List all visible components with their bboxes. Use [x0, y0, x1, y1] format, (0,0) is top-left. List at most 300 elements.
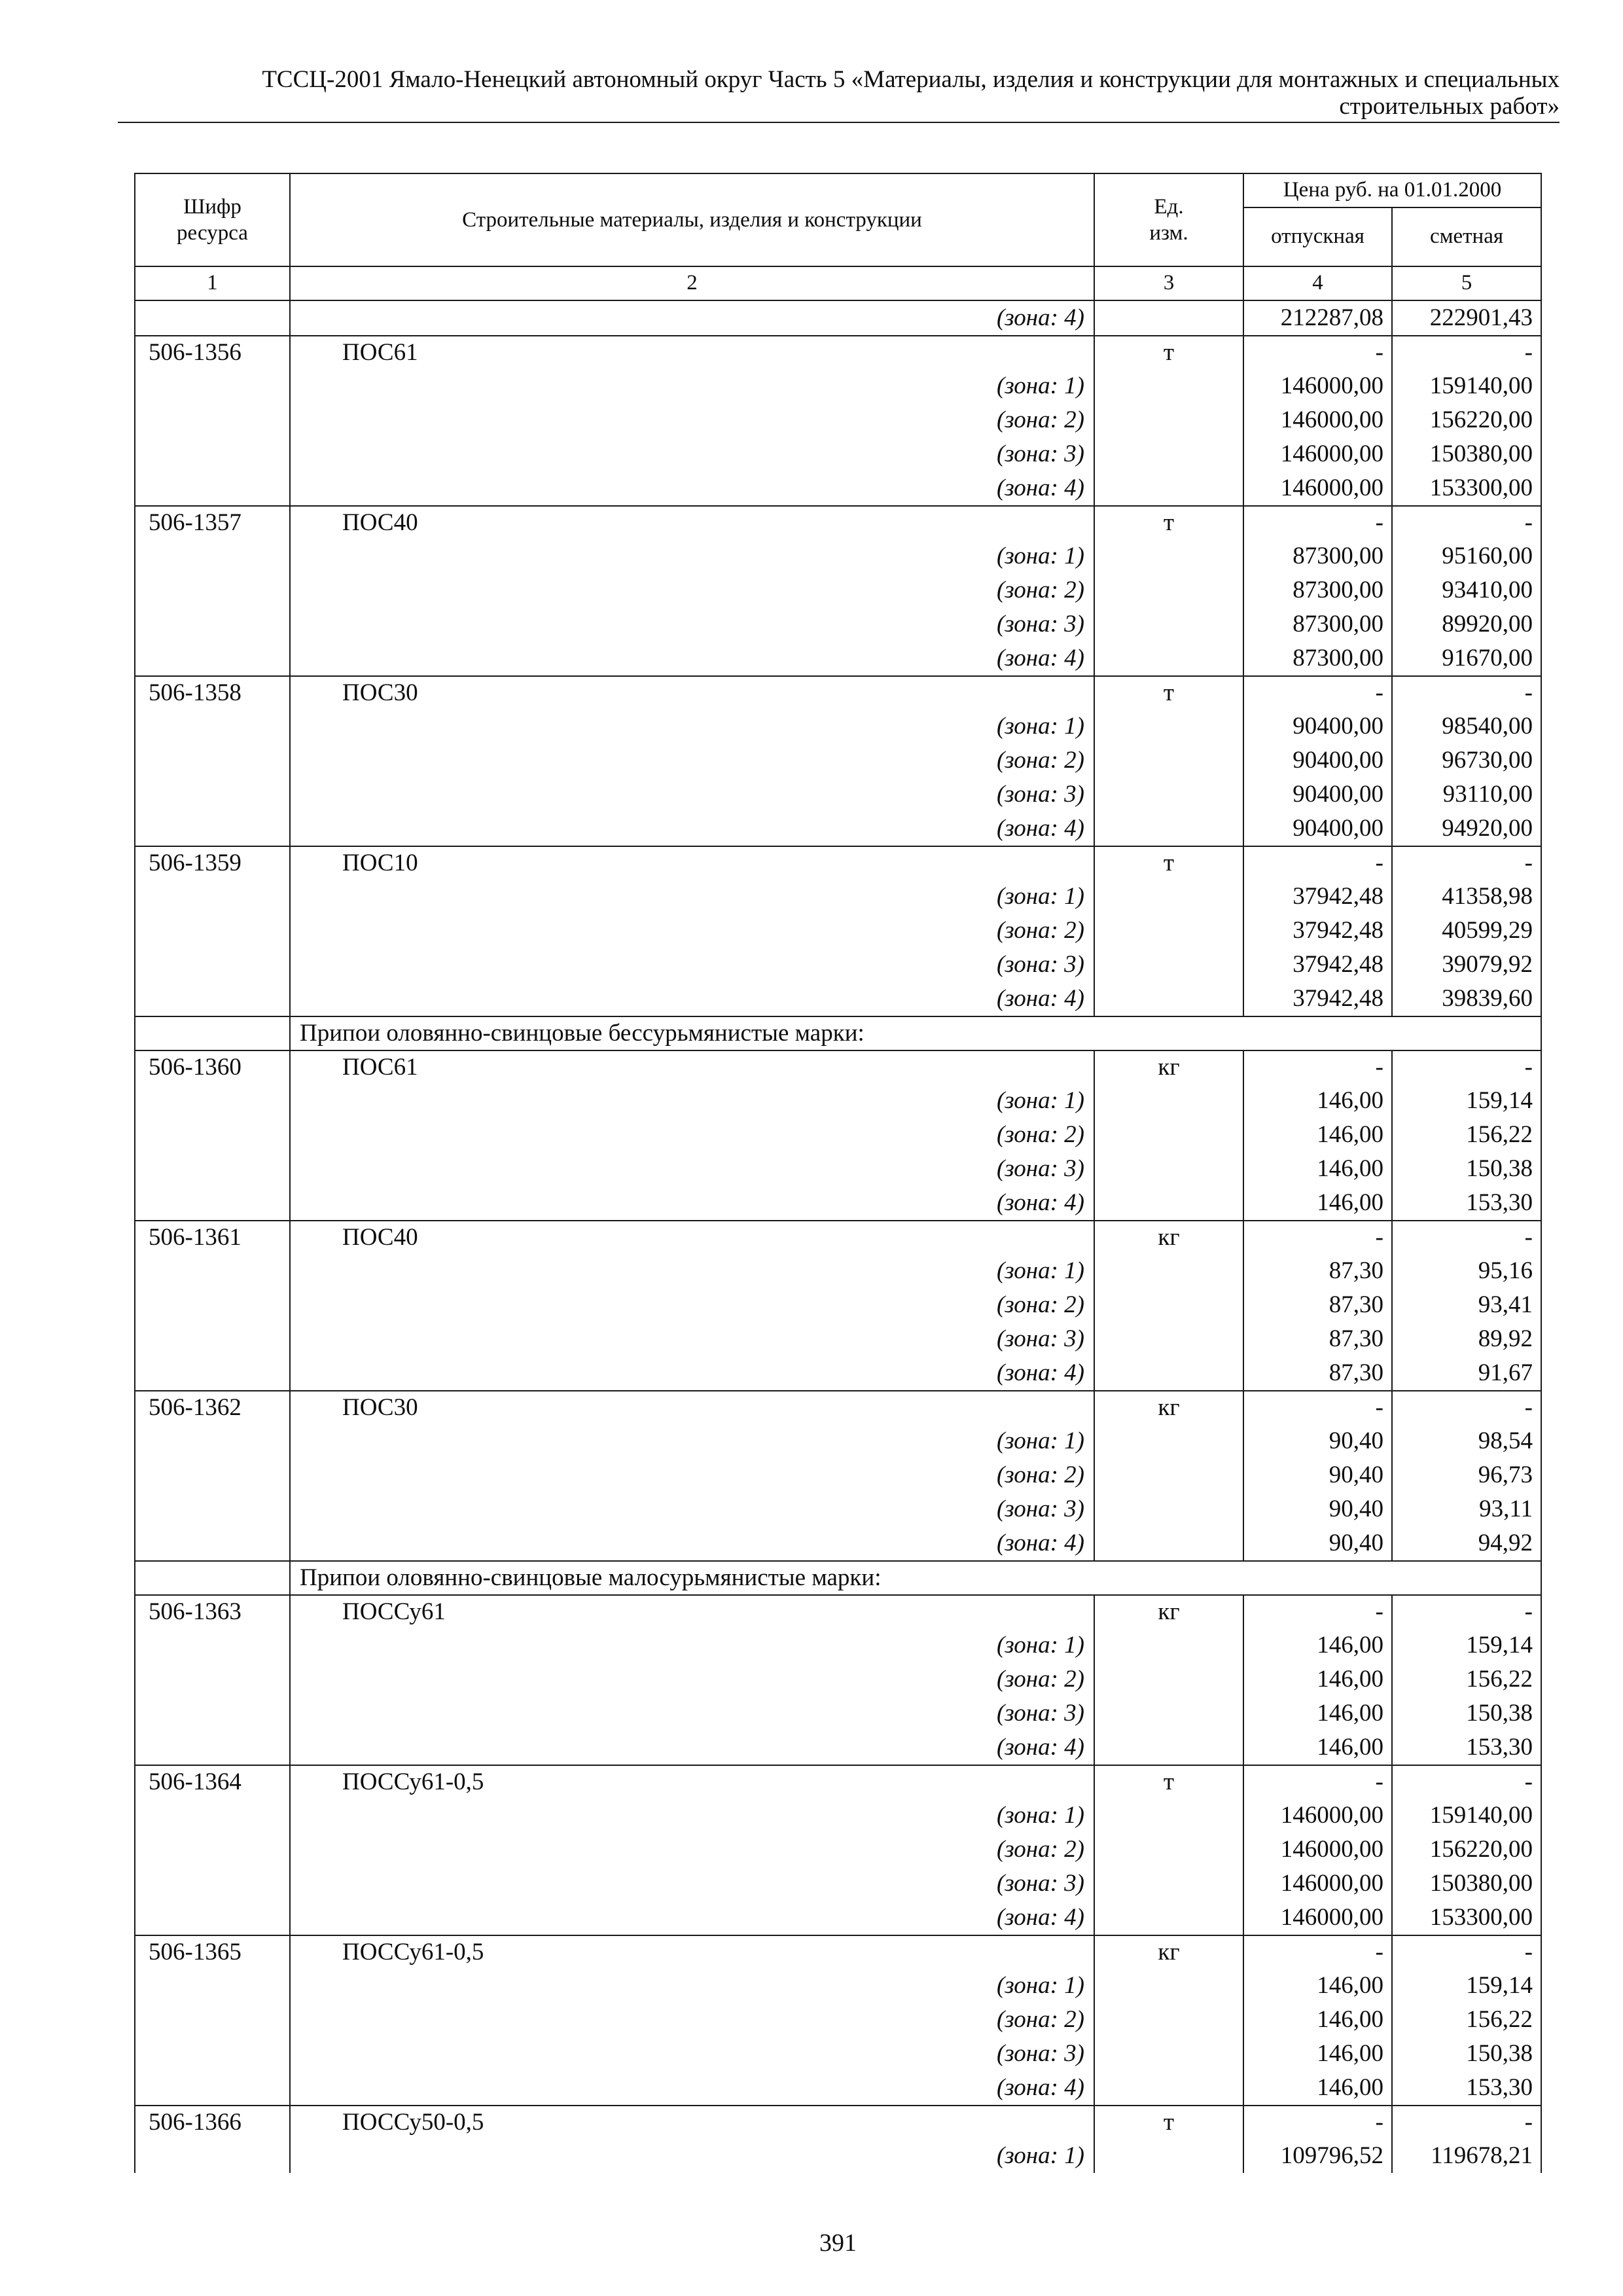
unit-cell — [1095, 914, 1244, 948]
zone-row — [134, 812, 1542, 846]
resource-code-cell — [134, 1084, 291, 1118]
resource-code-cell — [134, 471, 291, 505]
material-name-cell: ПОССу61-0,5 — [291, 1936, 1095, 1969]
header-unit-line-2: изм. — [1149, 221, 1188, 245]
unit-cell — [1095, 1833, 1244, 1867]
group-header-row — [134, 1560, 1542, 1594]
column-number: 4 — [1244, 267, 1393, 300]
release-price-cell: 87,30 — [1244, 1288, 1393, 1322]
release-price-cell: 87300,00 — [1244, 641, 1393, 675]
resource-row — [134, 1594, 1542, 1628]
estimate-price-cell: 94920,00 — [1393, 812, 1542, 846]
zone-row — [134, 471, 1542, 505]
estimate-price-cell: 153,30 — [1393, 2071, 1542, 2105]
zone-row — [134, 1084, 1542, 1118]
unit-cell: т — [1095, 336, 1244, 369]
estimate-price-cell: 156,22 — [1393, 1118, 1542, 1152]
page-number: 391 — [819, 2229, 857, 2257]
resource-code-cell: 506-1362 — [134, 1391, 291, 1424]
unit-cell — [1095, 1084, 1244, 1118]
resource-row — [134, 335, 1542, 369]
estimate-price-cell: 153300,00 — [1393, 471, 1542, 505]
zone-label: (зона: 3) — [291, 948, 1095, 982]
zone-row — [134, 1492, 1542, 1526]
zone-label: (зона: 4) — [291, 1526, 1095, 1560]
resource-code-cell — [134, 1696, 291, 1731]
resource-code-cell — [134, 1526, 291, 1560]
zone-row — [134, 641, 1542, 675]
zone-row — [134, 1833, 1542, 1867]
release-price-cell: 90,40 — [1244, 1458, 1393, 1492]
release-price-cell: 146,00 — [1244, 2003, 1393, 2037]
zone-label: (зона: 1) — [291, 2139, 1095, 2173]
resource-code-cell — [134, 2139, 291, 2173]
zone-label: (зона: 2) — [291, 744, 1095, 778]
zone-row — [134, 1254, 1542, 1288]
resource-code-cell — [134, 403, 291, 437]
release-price-cell: 37942,48 — [1244, 948, 1393, 982]
unit-cell — [1095, 709, 1244, 744]
estimate-price-cell: 93,41 — [1393, 1288, 1542, 1322]
zone-label: (зона: 3) — [291, 2037, 1095, 2071]
header-price-subheaders — [1244, 208, 1541, 266]
release-price-cell: 90,40 — [1244, 1492, 1393, 1526]
resource-code-cell — [134, 914, 291, 948]
estimate-price-cell: 156,22 — [1393, 2003, 1542, 2037]
group-title: Припои оловянно-свинцовые бессурьмянистые марки: — [291, 1017, 1542, 1050]
release-price-cell: - — [1244, 677, 1393, 709]
header-unit-line-1: Ед. — [1154, 195, 1184, 219]
estimate-price-cell: - — [1393, 1391, 1542, 1424]
header-unit — [1095, 174, 1244, 266]
zone-label: (зона: 1) — [291, 369, 1095, 403]
zone-row — [134, 539, 1542, 573]
estimate-price-cell: 150,38 — [1393, 2037, 1542, 2071]
resource-row — [134, 675, 1542, 709]
zone-row — [134, 1152, 1542, 1186]
resource-row — [134, 1765, 1542, 1799]
release-price-cell: 146000,00 — [1244, 403, 1393, 437]
zone-label: (зона: 1) — [291, 709, 1095, 744]
estimate-price-cell: 93,11 — [1393, 1492, 1542, 1526]
resource-row — [134, 1390, 1542, 1424]
header-material-name-text: Строительные материалы, изделия и конструкции — [462, 208, 922, 232]
table-header-row — [134, 173, 1542, 266]
release-price-cell: 212287,08 — [1244, 301, 1393, 335]
material-name-cell: ПОССу61-0,5 — [291, 1766, 1095, 1799]
unit-cell — [1095, 812, 1244, 846]
estimate-price-cell: - — [1393, 1221, 1542, 1254]
zone-row — [134, 607, 1542, 641]
release-price-cell: - — [1244, 336, 1393, 369]
zone-row — [134, 1799, 1542, 1833]
release-price-cell: 146000,00 — [1244, 1833, 1393, 1867]
header-release-price: отпускная — [1244, 208, 1393, 266]
zone-label: (зона: 2) — [291, 1662, 1095, 1696]
estimate-price-cell: 150380,00 — [1393, 1867, 1542, 1901]
unit-cell: кг — [1095, 1936, 1244, 1969]
estimate-price-cell: 93410,00 — [1393, 573, 1542, 607]
estimate-price-cell: 39839,60 — [1393, 982, 1542, 1016]
unit-cell: т — [1095, 507, 1244, 539]
header-resource-code-line-2: ресурса — [177, 221, 248, 245]
estimate-price-cell: 156,22 — [1393, 1662, 1542, 1696]
resource-code-cell — [134, 301, 291, 335]
resource-row — [134, 846, 1542, 880]
zone-label: (зона: 1) — [291, 1084, 1095, 1118]
estimate-price-cell: - — [1393, 677, 1542, 709]
release-price-cell: 146,00 — [1244, 1731, 1393, 1765]
material-name-cell: ПОС61 — [291, 1051, 1095, 1084]
resource-code-cell — [134, 1186, 291, 1220]
zone-label: (зона: 4) — [291, 641, 1095, 675]
zone-row — [134, 573, 1542, 607]
estimate-price-cell: - — [1393, 2106, 1542, 2139]
resource-code-cell — [134, 1322, 291, 1356]
zone-label: (зона: 1) — [291, 539, 1095, 573]
unit-cell — [1095, 471, 1244, 505]
zone-label: (зона: 2) — [291, 914, 1095, 948]
resource-code-cell — [134, 1118, 291, 1152]
resource-row — [134, 2105, 1542, 2139]
estimate-price-cell: 39079,92 — [1393, 948, 1542, 982]
release-price-cell: 146,00 — [1244, 1118, 1393, 1152]
resource-code-cell — [134, 1731, 291, 1765]
release-price-cell: - — [1244, 847, 1393, 880]
release-price-cell: 146,00 — [1244, 1084, 1393, 1118]
price-table — [134, 173, 1542, 2173]
release-price-cell: 87,30 — [1244, 1322, 1393, 1356]
resource-code-cell — [134, 982, 291, 1016]
resource-code-cell — [134, 1017, 291, 1050]
zone-label: (зона: 4) — [291, 301, 1095, 335]
resource-code-cell — [134, 1424, 291, 1458]
unit-cell — [1095, 1458, 1244, 1492]
zone-row — [134, 403, 1542, 437]
resource-code-cell — [134, 539, 291, 573]
unit-cell: т — [1095, 677, 1244, 709]
release-price-cell: 146,00 — [1244, 1628, 1393, 1662]
zone-row — [134, 2037, 1542, 2071]
resource-code-cell — [134, 948, 291, 982]
estimate-price-cell: - — [1393, 847, 1542, 880]
zone-row — [134, 2139, 1542, 2173]
zone-label: (зона: 4) — [291, 1356, 1095, 1390]
zone-label: (зона: 4) — [291, 982, 1095, 1016]
unit-cell — [1095, 1731, 1244, 1765]
resource-code-cell — [134, 1833, 291, 1867]
header-rule — [118, 122, 1560, 123]
material-name-cell: ПОС30 — [291, 677, 1095, 709]
zone-row — [134, 1696, 1542, 1731]
unit-cell — [1095, 607, 1244, 641]
release-price-cell: 109796,52 — [1244, 2139, 1393, 2173]
zone-row — [134, 914, 1542, 948]
estimate-price-cell: - — [1393, 1596, 1542, 1628]
estimate-price-cell: 159,14 — [1393, 1628, 1542, 1662]
material-name-cell: ПОС30 — [291, 1391, 1095, 1424]
release-price-cell: - — [1244, 1936, 1393, 1969]
unit-cell: кг — [1095, 1596, 1244, 1628]
unit-cell — [1095, 1696, 1244, 1731]
unit-cell — [1095, 1424, 1244, 1458]
unit-cell — [1095, 403, 1244, 437]
estimate-price-cell: 93110,00 — [1393, 778, 1542, 812]
unit-cell — [1095, 1118, 1244, 1152]
resource-code-cell — [134, 1662, 291, 1696]
release-price-cell: 90400,00 — [1244, 744, 1393, 778]
resource-code-cell: 506-1358 — [134, 677, 291, 709]
resource-code-cell — [134, 1799, 291, 1833]
unit-cell: кг — [1095, 1391, 1244, 1424]
column-number: 1 — [134, 267, 291, 300]
release-price-cell: - — [1244, 1051, 1393, 1084]
zone-label: (зона: 2) — [291, 573, 1095, 607]
resource-code-cell: 506-1365 — [134, 1936, 291, 1969]
resource-code-cell: 506-1366 — [134, 2106, 291, 2139]
unit-cell — [1095, 641, 1244, 675]
resource-code-cell — [134, 1867, 291, 1901]
running-header-line-2: строительных работ» — [1339, 93, 1560, 120]
resource-code-cell: 506-1359 — [134, 847, 291, 880]
estimate-price-cell: - — [1393, 1936, 1542, 1969]
estimate-price-cell: 96730,00 — [1393, 744, 1542, 778]
release-price-cell: 90400,00 — [1244, 778, 1393, 812]
zone-row — [134, 1424, 1542, 1458]
estimate-price-cell: - — [1393, 1051, 1542, 1084]
estimate-price-cell: 159140,00 — [1393, 369, 1542, 403]
material-name-cell: ПОС40 — [291, 507, 1095, 539]
unit-cell — [1095, 1186, 1244, 1220]
zone-row — [134, 1118, 1542, 1152]
zone-label: (зона: 1) — [291, 880, 1095, 914]
unit-cell — [1095, 1526, 1244, 1560]
estimate-price-cell: 91670,00 — [1393, 641, 1542, 675]
resource-code-cell — [134, 1356, 291, 1390]
resource-code-cell — [134, 1628, 291, 1662]
estimate-price-cell: 40599,29 — [1393, 914, 1542, 948]
table-body — [134, 301, 1542, 2173]
zone-row — [134, 880, 1542, 914]
zone-label: (зона: 3) — [291, 778, 1095, 812]
resource-code-cell — [134, 1562, 291, 1594]
resource-code-cell — [134, 1288, 291, 1322]
zone-label: (зона: 1) — [291, 1254, 1095, 1288]
zone-row — [134, 1901, 1542, 1935]
unit-cell — [1095, 1254, 1244, 1288]
header-price-group — [1244, 174, 1542, 266]
estimate-price-cell: 89,92 — [1393, 1322, 1542, 1356]
estimate-price-cell: 95160,00 — [1393, 539, 1542, 573]
release-price-cell: 146,00 — [1244, 1696, 1393, 1731]
resource-code-cell: 506-1357 — [134, 507, 291, 539]
unit-cell — [1095, 539, 1244, 573]
zone-label: (зона: 1) — [291, 1628, 1095, 1662]
zone-row — [134, 2071, 1542, 2105]
zone-label: (зона: 3) — [291, 437, 1095, 471]
resource-code-cell — [134, 607, 291, 641]
zone-row — [134, 948, 1542, 982]
zone-label: (зона: 2) — [291, 403, 1095, 437]
estimate-price-cell: 94,92 — [1393, 1526, 1542, 1560]
release-price-cell: 146000,00 — [1244, 1799, 1393, 1833]
resource-code-cell: 506-1360 — [134, 1051, 291, 1084]
unit-cell: кг — [1095, 1051, 1244, 1084]
release-price-cell: 37942,48 — [1244, 880, 1393, 914]
estimate-price-cell: 159,14 — [1393, 1084, 1542, 1118]
material-name-cell: ПОС10 — [291, 847, 1095, 880]
zone-row — [134, 1867, 1542, 1901]
running-header — [262, 66, 1560, 120]
unit-cell — [1095, 778, 1244, 812]
column-number: 5 — [1393, 267, 1542, 300]
zone-label: (зона: 2) — [291, 2003, 1095, 2037]
release-price-cell: - — [1244, 1766, 1393, 1799]
resource-code-cell — [134, 744, 291, 778]
estimate-price-cell: 150380,00 — [1393, 437, 1542, 471]
zone-label: (зона: 1) — [291, 1799, 1095, 1833]
release-price-cell: - — [1244, 1391, 1393, 1424]
zone-label: (зона: 4) — [291, 471, 1095, 505]
release-price-cell: 146,00 — [1244, 2071, 1393, 2105]
zone-label: (зона: 3) — [291, 1322, 1095, 1356]
zone-row — [134, 982, 1542, 1016]
zone-row — [134, 1458, 1542, 1492]
material-name-cell: ПОССу50-0,5 — [291, 2106, 1095, 2139]
release-price-cell: 146,00 — [1244, 1186, 1393, 1220]
unit-cell — [1095, 437, 1244, 471]
resource-code-cell — [134, 812, 291, 846]
zone-label: (зона: 2) — [291, 1118, 1095, 1152]
estimate-price-cell: 222901,43 — [1393, 301, 1542, 335]
release-price-cell: - — [1244, 1596, 1393, 1628]
zone-label: (зона: 4) — [291, 2071, 1095, 2105]
estimate-price-cell: 159,14 — [1393, 1969, 1542, 2003]
unit-cell — [1095, 1799, 1244, 1833]
zone-row — [134, 1288, 1542, 1322]
unit-cell — [1095, 1356, 1244, 1390]
header-resource-code — [134, 174, 291, 266]
header-material-name — [291, 174, 1095, 266]
resource-code-cell: 506-1363 — [134, 1596, 291, 1628]
zone-label: (зона: 1) — [291, 1969, 1095, 2003]
estimate-price-cell: 150,38 — [1393, 1696, 1542, 1731]
estimate-price-cell: 89920,00 — [1393, 607, 1542, 641]
resource-row — [134, 505, 1542, 539]
resource-row — [134, 1935, 1542, 1969]
release-price-cell: 146000,00 — [1244, 471, 1393, 505]
release-price-cell: 146000,00 — [1244, 1901, 1393, 1935]
zone-label: (зона: 3) — [291, 1867, 1095, 1901]
estimate-price-cell: 153,30 — [1393, 1731, 1542, 1765]
resource-code-cell: 506-1364 — [134, 1766, 291, 1799]
release-price-cell: - — [1244, 1221, 1393, 1254]
release-price-cell: 146000,00 — [1244, 369, 1393, 403]
estimate-price-cell: 41358,98 — [1393, 880, 1542, 914]
unit-cell — [1095, 2139, 1244, 2173]
unit-cell — [1095, 369, 1244, 403]
zone-label: (зона: 3) — [291, 1696, 1095, 1731]
zone-row — [134, 1731, 1542, 1765]
resource-code-cell — [134, 1254, 291, 1288]
release-price-cell: 37942,48 — [1244, 982, 1393, 1016]
zone-label: (зона: 3) — [291, 607, 1095, 641]
unit-cell: т — [1095, 2106, 1244, 2139]
unit-cell — [1095, 1662, 1244, 1696]
resource-code-cell — [134, 2003, 291, 2037]
estimate-price-cell: 119678,21 — [1393, 2139, 1542, 2173]
resource-code-cell — [134, 1492, 291, 1526]
estimate-price-cell: 98,54 — [1393, 1424, 1542, 1458]
release-price-cell: 90400,00 — [1244, 709, 1393, 744]
estimate-price-cell: 159140,00 — [1393, 1799, 1542, 1833]
resource-code-cell — [134, 641, 291, 675]
unit-cell — [1095, 1152, 1244, 1186]
release-price-cell: 146,00 — [1244, 1969, 1393, 2003]
group-title: Припои оловянно-свинцовые малосурьмянистые марки: — [291, 1562, 1542, 1594]
release-price-cell: 87300,00 — [1244, 573, 1393, 607]
unit-cell — [1095, 573, 1244, 607]
estimate-price-cell: 98540,00 — [1393, 709, 1542, 744]
resource-row — [134, 1050, 1542, 1084]
resource-code-cell — [134, 709, 291, 744]
release-price-cell: 90,40 — [1244, 1424, 1393, 1458]
header-price-title: Цена руб. на 01.01.2000 — [1244, 174, 1541, 208]
zone-label: (зона: 3) — [291, 1492, 1095, 1526]
estimate-price-cell: - — [1393, 336, 1542, 369]
zone-label: (зона: 4) — [291, 1901, 1095, 1935]
release-price-cell: - — [1244, 2106, 1393, 2139]
unit-cell — [1095, 2071, 1244, 2105]
zone-row — [134, 1322, 1542, 1356]
unit-cell — [1095, 744, 1244, 778]
estimate-price-cell: 96,73 — [1393, 1458, 1542, 1492]
resource-code-cell: 506-1361 — [134, 1221, 291, 1254]
zone-label: (зона: 4) — [291, 812, 1095, 846]
unit-cell — [1095, 1628, 1244, 1662]
estimate-price-cell: 150,38 — [1393, 1152, 1542, 1186]
resource-code-cell — [134, 369, 291, 403]
unit-cell — [1095, 2003, 1244, 2037]
unit-cell: т — [1095, 847, 1244, 880]
release-price-cell: 37942,48 — [1244, 914, 1393, 948]
release-price-cell: 90,40 — [1244, 1526, 1393, 1560]
unit-cell: кг — [1095, 1221, 1244, 1254]
release-price-cell: - — [1244, 507, 1393, 539]
unit-cell — [1095, 982, 1244, 1016]
zone-row — [134, 778, 1542, 812]
release-price-cell: 146,00 — [1244, 1662, 1393, 1696]
unit-cell — [1095, 1322, 1244, 1356]
zone-label: (зона: 4) — [291, 1731, 1095, 1765]
zone-row — [134, 1969, 1542, 2003]
zone-row — [134, 301, 1542, 335]
zone-row — [134, 437, 1542, 471]
zone-label: (зона: 2) — [291, 1458, 1095, 1492]
unit-cell — [1095, 1288, 1244, 1322]
group-header-row — [134, 1016, 1542, 1050]
column-number: 2 — [291, 267, 1095, 300]
zone-row — [134, 1662, 1542, 1696]
resource-code-cell — [134, 2071, 291, 2105]
release-price-cell: 87300,00 — [1244, 539, 1393, 573]
resource-code-cell: 506-1356 — [134, 336, 291, 369]
release-price-cell: 146000,00 — [1244, 1867, 1393, 1901]
zone-label: (зона: 2) — [291, 1833, 1095, 1867]
zone-row — [134, 1356, 1542, 1390]
unit-cell — [1095, 1867, 1244, 1901]
resource-code-cell — [134, 437, 291, 471]
